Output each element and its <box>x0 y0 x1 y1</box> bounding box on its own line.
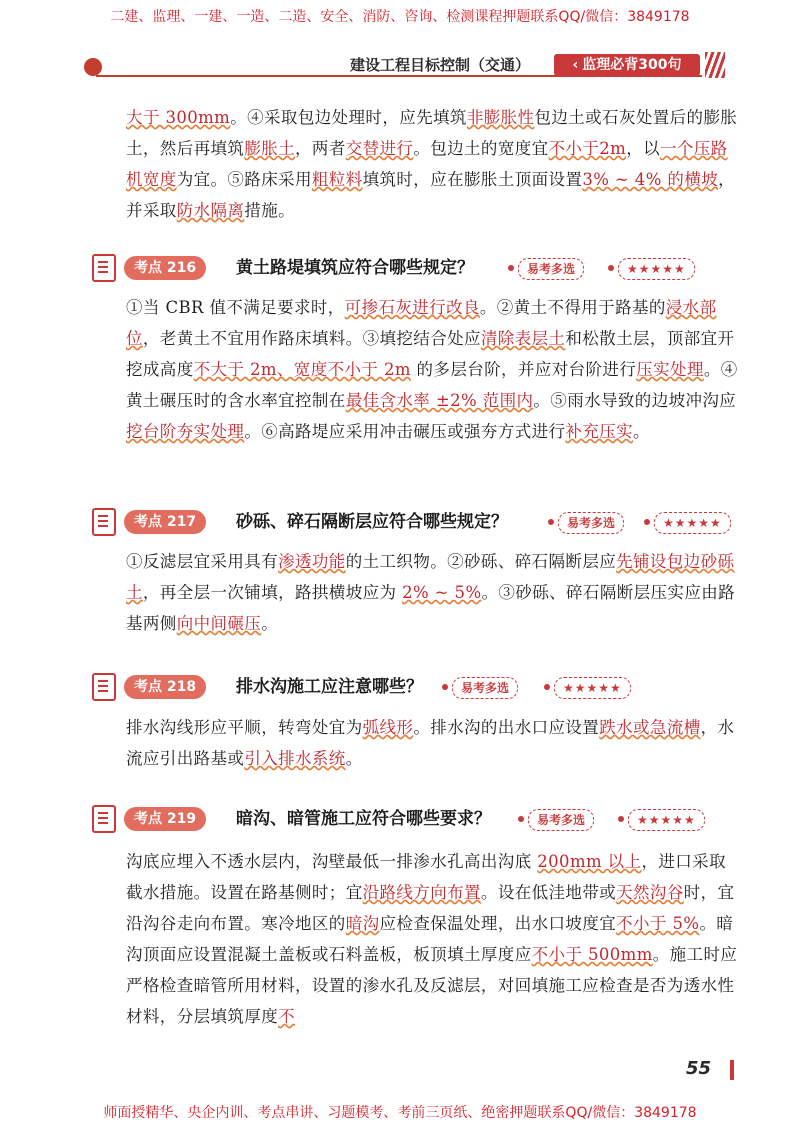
kaodian-216-paragraph <box>126 292 742 447</box>
highlighted-text: 暗沟 <box>345 914 380 933</box>
body-text: 排水沟线形应平顺，转弯处宜为 <box>126 718 363 737</box>
highlighted-text: 可掺石灰进行改良 <box>344 298 480 317</box>
body-text: ，再全层一次铺填，路拱横坡应为 <box>142 583 403 602</box>
body-text: ，以 <box>626 139 660 158</box>
highlighted-text: 沿路线方向布置 <box>362 883 481 902</box>
page-header <box>0 52 800 80</box>
dot-icon <box>644 519 650 525</box>
highlighted-text: 非膨胀性 <box>466 108 535 127</box>
header-badge-label: 监理必背300句 <box>582 57 682 73</box>
body-text: ①反滤层宜采用具有 <box>126 552 279 571</box>
kaodian-219-paragraph <box>126 846 742 1032</box>
kaodian-216-heading <box>86 252 726 284</box>
body-text: 。暗沟顶面应设置混凝土盖板或石料盖板，板顶填土厚度应 <box>126 914 734 964</box>
kaodian-badge: 考点 217 <box>124 510 206 534</box>
highlighted-text: 防水隔离 <box>176 201 245 220</box>
body-text: ，两者 <box>295 139 346 158</box>
highlighted-text: 弧线形 <box>362 718 414 737</box>
body-text: 。 <box>261 614 279 633</box>
highlighted-text: 一个压路机宽度 <box>126 139 728 189</box>
frequent-tag: 易考多选 <box>558 512 624 534</box>
kaodian-title: 排水沟施工应注意哪些？ <box>236 677 423 697</box>
highlighted-text: 2% ~ 5% <box>402 583 482 602</box>
body-text: 填筑时，应在膨胀土顶面设置 <box>362 170 583 189</box>
header-stripes-decoration <box>705 52 725 78</box>
body-text: 措施。 <box>244 201 296 220</box>
body-text: ，老黄土不宜用作路床填料。③填挖结合处应 <box>142 329 481 348</box>
intro-paragraph <box>126 102 742 226</box>
highlighted-text: 3% ~ 4% 的横坡 <box>582 170 719 189</box>
bottom-banner: 师面授精华、央企内训、考点串讲、习题模考、考前三页纸、绝密押题联系QQ/微信：3849178 <box>103 1105 697 1121</box>
highlighted-text: 清除表层土 <box>480 329 566 348</box>
highlighted-text: 先铺设包边砂砾土 <box>126 552 735 602</box>
body-text: 。③砂砾、碎石隔断层压实应由路基两侧 <box>126 583 736 633</box>
kaodian-title: 黄土路堤填筑应符合哪些规定？ <box>236 258 474 278</box>
dot-icon <box>548 519 554 525</box>
kaodian-218-paragraph <box>126 712 742 774</box>
body-text: 。④采取包边处理时，应先填筑 <box>230 108 467 127</box>
kaodian-badge: 考点 216 <box>124 256 206 280</box>
importance-stars: ★★★★★ <box>628 809 705 831</box>
notebook-icon <box>92 508 116 536</box>
kaodian-badge: 考点 219 <box>124 807 206 831</box>
highlighted-text: 浸水部位 <box>126 298 717 348</box>
highlighted-text: 200mm 以上 <box>537 852 642 871</box>
kaodian-217-heading <box>86 506 726 538</box>
kaodian-217-paragraph <box>126 546 742 639</box>
highlighted-text: 不小于2m <box>548 139 627 158</box>
highlighted-text: 不大于 2m、宽度不小于 2m <box>193 360 411 379</box>
highlighted-text: 不 <box>278 1007 296 1026</box>
highlighted-text: 大于 300mm <box>126 108 231 127</box>
body-text: ，水流应引出路基或 <box>126 718 735 768</box>
frequent-tag: 易考多选 <box>518 258 584 280</box>
importance-stars: ★★★★★ <box>654 512 731 534</box>
highlighted-text: 不小于 500mm <box>531 945 653 964</box>
body-text: 时，宜沿沟谷走向布置。寒冷地区的 <box>126 883 735 933</box>
dot-icon <box>544 684 550 690</box>
highlighted-text: 粗粒料 <box>311 170 363 189</box>
top-banner: 二建、监理、一建、一造、二造、安全、消防、咨询、检测课程押题联系QQ/微信：3849178 <box>110 9 690 25</box>
body-text: 。⑤雨水导致的边坡冲沟应 <box>533 391 737 410</box>
dot-icon <box>618 816 624 822</box>
dot-icon <box>442 684 448 690</box>
body-text: 应检查保温处理，出水口坡度宜 <box>379 914 617 933</box>
highlighted-text: 渗透功能 <box>278 552 346 571</box>
notebook-icon <box>92 673 116 701</box>
highlighted-text: 补充压实 <box>565 422 634 441</box>
kaodian-title: 砂砾、碎石隔断层应符合哪些规定？ <box>236 512 508 532</box>
body-text: 沟底应埋入不透水层内，沟壁最低一排渗水孔高出沟底 <box>126 852 538 871</box>
header-title: 建设工程目标控制（交通） <box>350 56 531 74</box>
dot-icon <box>508 265 514 271</box>
book-logo-icon <box>84 58 102 76</box>
highlighted-text: 交替进行 <box>345 139 414 158</box>
kaodian-218-heading <box>86 671 726 703</box>
highlighted-text: 膨胀土 <box>244 139 296 158</box>
highlighted-text: 最佳含水率 ±2% 范围内 <box>345 391 534 410</box>
notebook-icon <box>92 254 116 282</box>
importance-stars: ★★★★★ <box>618 258 695 280</box>
header-badge <box>554 54 700 76</box>
highlighted-text: 压实处理 <box>636 360 704 379</box>
body-text: 。 <box>345 749 363 768</box>
body-text: ，并采取 <box>126 170 736 220</box>
body-text: 为宜。⑤路床采用 <box>176 170 312 189</box>
highlighted-text: 引入排水系统 <box>244 749 346 768</box>
body-text: 。设在低洼地带或 <box>480 883 617 902</box>
body-text: 和松散土层，顶部宜开挖成高度 <box>126 329 735 379</box>
body-text: 。排水沟的出水口应设置 <box>413 718 600 737</box>
body-text: 。 <box>633 422 650 441</box>
frequent-tag: 易考多选 <box>528 809 594 831</box>
body-text: ，进口采取截水措施。设置在路基侧时；宜 <box>126 852 726 902</box>
importance-stars: ★★★★★ <box>554 677 631 699</box>
notebook-icon <box>92 805 116 833</box>
body-text: 的土工织物。②砂砾、碎石隔断层应 <box>345 552 617 571</box>
body-text: 。包边土的宽度宜 <box>413 139 549 158</box>
body-text: 。施工时应严格检查暗管所用材料，设置的渗水孔及反滤层，对回填施工应检查是否为透水性材料，分层填筑厚度 <box>126 945 738 1026</box>
body-text: 包边土或石灰处置后的膨胀土，然后再填筑 <box>126 108 738 158</box>
body-text: 的多层台阶，并应对台阶进行 <box>410 360 637 379</box>
highlighted-text: 向中间碾压 <box>176 614 262 633</box>
kaodian-title: 暗沟、暗管施工应符合哪些要求？ <box>236 809 491 829</box>
body-text: 。②黄土不得用于路基的 <box>479 298 666 317</box>
dot-icon <box>608 265 614 271</box>
highlighted-text: 挖台阶夯实处理 <box>126 422 245 441</box>
page-number-bar <box>730 1060 734 1080</box>
body-text: 。④黄土碾压时的含水率宜控制在 <box>126 360 738 410</box>
frequent-tag: 易考多选 <box>452 677 518 699</box>
page-number: 55 <box>686 1058 712 1079</box>
highlighted-text: 天然沟谷 <box>616 883 684 902</box>
body-text: 。⑥高路堤应采用冲击碾压或强夯方式进行 <box>244 422 566 441</box>
kaodian-badge: 考点 218 <box>124 675 206 699</box>
highlighted-text: 跌水或急流槽 <box>599 718 701 737</box>
kaodian-219-heading <box>86 803 726 835</box>
highlighted-text: 不小于 5% <box>616 914 700 933</box>
dot-icon <box>518 816 524 822</box>
body-text: ①当 CBR 值不满足要求时， <box>126 298 345 317</box>
